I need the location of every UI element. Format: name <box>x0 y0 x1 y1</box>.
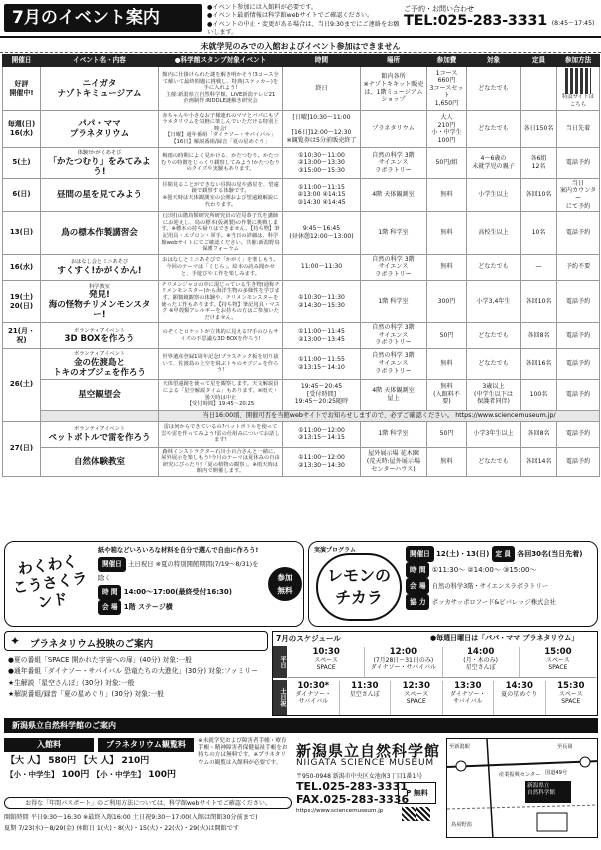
schedule-slot: 13:30 ダイナソー・ サバイバル <box>443 681 495 715</box>
event-fee: 大人 210円 小・中学生 100円 <box>427 111 467 148</box>
lemon-tag: 実演プログラム <box>314 547 356 554</box>
event-date: 5(土) <box>3 148 41 179</box>
event-name <box>41 212 159 255</box>
event-target: どなたでも <box>467 447 521 476</box>
event-target: 小学生以上 <box>467 178 521 211</box>
table-row <box>3 349 600 380</box>
table-row <box>3 254 600 280</box>
map-label: 産業振興センター <box>499 772 541 778</box>
weekend-band: 土日祝 <box>273 680 287 715</box>
fee-table: 【大 人】 580円 【大 人】 210円 【小・中学生】 100円 【小・中学生】 100円 <box>6 756 177 780</box>
event-method[interactable]: 電話予約 <box>557 148 600 179</box>
event-target: どなたでも <box>467 349 521 380</box>
parking-badge: P 無料 <box>398 782 436 804</box>
museum-name-en: NIIGATA SCIENCE MUSEUM <box>296 758 434 768</box>
event-target: どなたでも <box>467 254 521 280</box>
event-date: 16(水) <box>3 254 41 280</box>
event-name <box>41 67 159 111</box>
tel-number[interactable]: TEL:025-283-3331 (8:45〜17:45) <box>404 13 595 29</box>
schedule-slot: 15:30 スペース SPACE <box>557 681 585 706</box>
event-target: 高校生以上 <box>467 212 521 255</box>
event-method[interactable]: 電話予約 <box>557 447 600 476</box>
col-target: 対象 <box>467 55 521 67</box>
event-time: ①11:00〜12:00 ②13:15〜14:15 <box>283 421 361 447</box>
event-title: 3D BOXを作ろう <box>64 334 135 345</box>
table-row <box>3 280 600 323</box>
event-time: 19:45〜20:45 [受付時間] 19:45〜20:25随時 <box>283 379 361 410</box>
museum-name: 新潟県立自然科学館 <box>296 742 441 760</box>
event-capacity: 各回10名 <box>521 280 557 323</box>
event-fee: 無料 <box>427 447 467 476</box>
event-date: 6(日) <box>3 178 41 211</box>
event-place: 4階 天体観測室 屋上 <box>361 379 427 410</box>
table-row <box>3 212 600 255</box>
event-fee: 50円 <box>427 421 467 447</box>
event-title: 「かたつむり」をみてみよう! <box>48 156 151 177</box>
schedule-title: 7月のスケジュール <box>276 634 341 643</box>
museum-address: 〒950-0948 新潟市中央区女池南3丁目1番1号 <box>296 773 423 780</box>
schedule-note: ●毎週日曜日は「パパ・ママ プラネタリウム」 <box>430 634 579 642</box>
hours-info <box>4 812 444 834</box>
table-row <box>3 111 600 148</box>
weekday-band: 平日 <box>273 646 287 678</box>
fee-note: ※未就学児および障害者手帳・療育手帳・精神障害者保健福祉手帳をお持ちの方は無料です。※プラネタリウムの観覧は入館料が必要です。 <box>198 738 288 766</box>
event-method[interactable]: 予約不要 <box>557 254 600 280</box>
event-time: 11:00〜11:30 <box>283 254 361 280</box>
event-time: ①11:00〜12:00 ②13:30〜14:30 <box>283 447 361 476</box>
note: ●イベントの中止・変更がある場合は、当日9:30までにご連絡をお願いします。 <box>207 20 400 37</box>
pass-notice: お得な「年間パスポート」のご利用方法については、科学館webサイトでご確認ください。 <box>4 797 292 809</box>
event-time: 終日 <box>283 67 361 111</box>
museum-tel[interactable]: TEL.025-283-3331 FAX.025-283-3336 <box>296 780 410 806</box>
schedule-slot: 10:30 スペース SPACE <box>288 647 365 677</box>
event-fee: 無料 <box>427 254 467 280</box>
col-date: 開催日 <box>3 55 41 67</box>
event-method[interactable]: 電話予約 <box>557 349 600 380</box>
event-capacity: — <box>521 254 557 280</box>
event-target: 小学3年生以上 <box>467 421 521 447</box>
planetarium-title: プラネタリウム投映のご案内 <box>30 639 154 650</box>
event-target: 4〜6歳の 未就学児の親子 <box>467 148 521 179</box>
event-description: のぞくとロケットが立体的に見える!?手のひらサイズの不思議な3D BOXを作ろう! <box>159 323 283 349</box>
event-capacity: 各回8名 <box>521 421 557 447</box>
table-row <box>3 178 600 211</box>
event-tag: ボランティアイベント <box>74 426 125 433</box>
event-title: パパ・ママ プラネタリウム <box>69 119 130 140</box>
note: ●イベント参加には入館料が必要です。 <box>207 4 318 11</box>
event-target: 小学3,4年生 <box>467 280 521 323</box>
wakuwaku-info: 開催日 土日祝日 ※夏の特別開館期間(7/19〜8/31)を除く 時 間 14:00〜17:00(最終受付16:30) 会 場 1階 ステージ横 <box>98 557 263 615</box>
event-capacity: 各回16名 <box>521 349 557 380</box>
schedule-slot: 14:00 (月・木のみ) 星空さんぽ <box>443 647 520 677</box>
event-target: どなたでも <box>467 67 521 111</box>
admission-header: 入館料 <box>4 738 94 752</box>
event-method[interactable]: 特設サイトは こちら <box>557 67 600 111</box>
event-capacity: 各回10名 <box>521 178 557 211</box>
lemon-logo: レモンの チカラ <box>316 553 402 621</box>
event-target: どなたでも <box>467 111 521 148</box>
event-name <box>41 349 159 380</box>
event-place: 1階 科学室 <box>361 212 427 255</box>
event-date: 27(日) <box>3 421 41 476</box>
event-fee: 50円/組 <box>427 148 467 179</box>
event-table <box>2 54 600 477</box>
schedule-slot: 12:30 スペース SPACE <box>391 681 443 715</box>
event-target: 3歳以上 (中学生以下は 保護者同伴) <box>467 379 521 410</box>
program-item: ●夏の番組「SPACE 開かれた宇宙への扉」(40分) 対象:一般 <box>8 656 192 664</box>
header-notes <box>207 4 402 38</box>
map-museum-label: 新潟県立 自然科学館 <box>527 783 555 796</box>
event-method[interactable]: 電話予約 <box>557 212 600 255</box>
event-name <box>41 447 159 476</box>
event-place: 館内各所 ※ナゾトキキット販売は、1階ミュージアムショップ <box>361 67 427 111</box>
schedule-slot: 15:00 スペース SPACE <box>544 647 572 672</box>
map-label: 鳥屋野潟 <box>451 822 472 828</box>
event-name <box>41 148 159 179</box>
event-description: (公財)山階鳥類研究所研究員の岩見恭子氏を講師にお迎えし、鳥の標本(仮剥製)の作製に挑戦します。※標本の持ち帰りはできません。【持ち物】筆記用具・エプロン・軍手。※当日の詳細は、科学館webサイトにてご確認ください。共催:新潟野鳥保護フォーラム <box>159 212 283 255</box>
event-method[interactable]: 電話予約 <box>557 379 600 410</box>
event-time: [日曜]10:30〜11:00 [16日]12:00〜12:30 ※観覧券は5分前販売終了 <box>283 111 361 148</box>
event-method[interactable]: 電話予約 <box>557 280 600 323</box>
event-place: 自然の科学 3階 サイエンス ラボラトリー <box>361 148 427 179</box>
event-capacity: 各回8名 <box>521 323 557 349</box>
schedule-slot: 10:30* ダイナソー・ サバイバル <box>288 681 340 715</box>
wakuwaku-logo: わくわく こうさくランド <box>11 552 89 612</box>
col-fee: 参加費 <box>427 55 467 67</box>
event-title: 発見! 海の怪物チリメンモンスター! <box>48 290 151 321</box>
table-row <box>3 447 600 476</box>
event-description: 館内に仕掛けられた謎を解き明かそう!3コース全て解いて最終問題に挑戦し、特典(ステッカー)を手に入れよう! 主催:新潟県立自然科学館、LiVE新潟テレビ21 企画制作:RIDDLE謎解き研究会 <box>159 67 283 111</box>
planetarium-fee-header: プラネタリウム観覧料 <box>98 738 194 752</box>
event-fee: 300円 <box>427 280 467 323</box>
col-method: 参加方法 <box>557 55 600 67</box>
event-date: 好評 開催中! <box>3 67 41 111</box>
table-row <box>3 323 600 349</box>
schedule-slot: 11:30 星空さんぽ <box>340 681 392 715</box>
event-title: すくすく!かがくかん! <box>57 266 142 277</box>
event-fee: 1コース 660円 3コースセット 1,650円 <box>427 67 467 111</box>
event-fee: 無料 (入館料不要) <box>427 379 467 410</box>
weekday-schedule <box>288 647 596 678</box>
event-place: 自然の科学 3階 サイエンス ラボラトリー <box>361 323 427 349</box>
event-date: 13(日) <box>3 212 41 255</box>
program-item: ★生解説「星空さんぽ」(30分) 対象:一般 <box>8 678 135 687</box>
event-description: 森林インストラクター石川小百合さんと一緒に、屋外展示を楽しもう!今月のテーマは夏休みの自由研究にぴったり!「夏の植物の観察」。※雨天時は館内で開催します。 <box>159 447 283 476</box>
event-name <box>41 323 159 349</box>
event-title: 星空観望会 <box>78 389 121 400</box>
table-row <box>3 379 600 410</box>
event-title: ペットボトルで雷を作ろう <box>48 432 151 443</box>
event-capacity: 各6組 12名 <box>521 148 557 179</box>
event-method[interactable]: 当日先着 <box>557 111 600 148</box>
event-time: ①10:30〜11:00 ②13:00〜13:30 ③15:00〜15:30 <box>283 148 361 179</box>
event-title: 自然体験教室 <box>73 456 125 467</box>
event-description: 赤ちゃんや小さなお子様連れのママとパパにもプラネタリウムを気軽に楽しんでいただける特別上映会! 【日曜】通年番組「ダイナソー・サバイバル」 【16日】解説番組/録音「夏の星めぐり」 <box>159 111 283 148</box>
event-place: 自然の科学 3階 サイエンス ラボラトリー <box>361 349 427 380</box>
event-description: 天体望遠鏡を使って星を観察します。天文解説員による「星空解説タイム」もあります。※雨天・曇天時は中止 【受付時間】19:45〜20:25 <box>159 379 283 410</box>
museum-url[interactable]: https://www.sciencemuseum.jp <box>296 808 384 814</box>
event-name <box>41 280 159 323</box>
event-description: 世界遺産登録1周年記念!プラスチック板を切り抜いて、佐渡島の上空を飛ぶトキのオブジェを作ろう! <box>159 349 283 380</box>
event-title: 昼間の星を見てみよう <box>56 189 142 200</box>
planetarium-programs <box>8 655 270 701</box>
event-tag: 科学教室 <box>89 283 110 290</box>
event-place: 屋外展示場 花木園 (荒天時:屋外展示場 センターハウス) <box>361 447 427 476</box>
col-name: イベント名・内容 <box>41 55 159 67</box>
event-fee: 50円 <box>427 323 467 349</box>
event-fee: 無料 <box>427 349 467 380</box>
map-label: 至新潟駅 <box>449 744 470 750</box>
map-label: 至長岡 <box>557 744 573 750</box>
notice-banner: 未就学児のみでの入館およびイベント参加はできません <box>0 40 601 53</box>
lemon-info: 開催日 12(土)・13(日) 定 員 各回30名(当日先着) 時 間 ①11:30〜 ②14:00〜 ③15:00〜 会 場 自然の科学3階・サイエンスラボラトリー 協 力 ポッカサッポロフード&ビバレッジ株式会社 <box>406 546 596 610</box>
hours-line: 開館時間 平日9:30〜16:30 ※最終入館16:00 土日祝9:30〜17:00(入館は閉館30分前まで) <box>4 814 258 821</box>
event-description: 昼間見ることができない昼間の星や惑星を、望遠鏡で観察する体験です。 ※曇天時は天体観測室の公開および望遠鏡解説に代わります。 <box>159 178 283 211</box>
event-target: どなたでも <box>467 323 521 349</box>
event-method[interactable]: 当日 案内カウンター にて予約 <box>557 178 600 211</box>
event-date: 19(土) 20(日) <box>3 280 41 323</box>
qr-code-icon[interactable] <box>565 68 591 94</box>
table-header <box>3 55 600 67</box>
program-item: ★解説番組/録音「夏の星めぐり」(30分) 対象:一般 <box>8 690 164 699</box>
table-row <box>3 148 600 179</box>
free-badge: 参加 無料 <box>268 567 302 601</box>
event-capacity: 10名 <box>521 212 557 255</box>
event-place: プラネタリウム <box>361 111 427 148</box>
program-item: ●通年番組「ダイナソー・サバイバル 恐竜たちの大進化」(30分) 対象:ファミリー <box>8 667 258 676</box>
event-tag: 体験!かがくあそび <box>77 150 122 157</box>
telescope-icon: ✦ <box>10 634 21 648</box>
event-method[interactable]: 電話予約 <box>557 421 600 447</box>
event-title: 鳥の標本作製講習会 <box>61 227 138 238</box>
table-footnote-row <box>3 410 600 421</box>
museum-info-bar: 新潟県立自然科学館のご案内 <box>4 718 598 733</box>
event-capacity: 100名 <box>521 379 557 410</box>
event-place: 1階 科学室 <box>361 421 427 447</box>
event-time: ①10:30〜11:30 ②14:30〜15:30 <box>283 280 361 323</box>
page-title: 7月のイベント案内 <box>4 4 202 32</box>
summer-line: 夏期 7/23(水)〜8/29(金) 休館日 1(火)・8(火)・15(火)・22(火)・29(火)は開館です <box>4 825 240 832</box>
weekend-schedule <box>288 681 596 715</box>
event-time: ①11:00〜11:45 ②13:00〜13:45 <box>283 323 361 349</box>
event-time: 9:45〜16:45 (昼休憩12:00〜13:00) <box>283 212 361 255</box>
event-title: ニイガタ ナゾトキミュージアム <box>57 78 142 99</box>
event-capacity: 各回14名 <box>521 447 557 476</box>
col-place: 場所 <box>361 55 427 67</box>
event-description: 雷は何からできているの?ペットボトルを使って雲や雷を作ってみよう!雷の仕組みについてお話します! <box>159 421 283 447</box>
access-map <box>446 738 598 838</box>
col-time: 時間 <box>283 55 361 67</box>
event-capacity: 各日150名 <box>521 111 557 148</box>
event-date: 26(土) <box>3 349 41 422</box>
col-capacity: 定員 <box>521 55 557 67</box>
event-description: チリメンジャコの中に混じっている生き物(通称チリメンモンスター)から海洋生物の多様性を学びます。顕微鏡観察の体験や、チリメンモンスターを使った工作もあります。【持ち物】筆記用具・マスク ※甲殻類アレルギーをお持ちの方はご参加いただけません。 <box>159 280 283 323</box>
schedule-slot: 12:00 (7月28日〜31日のみ) ダイナソー・サバイバル <box>365 647 442 677</box>
event-fee: 無料 <box>427 212 467 255</box>
event-date: 21(月・祝) <box>3 323 41 349</box>
event-place: 4階 天体観測室 <box>361 178 427 211</box>
footnote: 当日16:00頃、開催可否を当館webサイトでお知らせしますので、必ずご確認ください。 https://www.sciencemuseum.jp/ <box>159 410 600 421</box>
event-name <box>41 421 159 447</box>
event-place: 1階 科学室 <box>361 280 427 323</box>
col-stamp: ●科学館スタンプ対象イベント <box>159 55 283 67</box>
event-name <box>41 254 159 280</box>
event-name <box>41 379 159 410</box>
event-time: ①11:00〜11:55 ②13:15〜14:10 <box>283 349 361 380</box>
event-description: おはなしとミニあそびで「かがく」を楽しもう。今回のテーマは「くじら」。絵本の読み聞かせと、手遊びや工作を楽しみます。 <box>159 254 283 280</box>
event-tag: おはなし会とミニあそび <box>70 259 129 266</box>
event-name <box>41 111 159 148</box>
event-title: 金の佐渡島と トキのオブジェを作ろう <box>53 357 146 378</box>
event-tag: ボランティアイベント <box>74 351 125 358</box>
schedule-slot: 14:30 夏の星めぐり <box>494 681 546 715</box>
event-place: 自然の科学 3階 サイエンス ラボラトリー <box>361 254 427 280</box>
event-fee: 無料 <box>427 178 467 211</box>
event-method[interactable]: 電話予約 <box>557 323 600 349</box>
event-date: 毎週(日) 16(水) <box>3 111 41 148</box>
map-label: 国道49号 <box>545 770 568 776</box>
tel-label: ご予約・お問い合わせ <box>404 5 474 13</box>
event-tag: ボランティアイベント <box>74 327 125 334</box>
event-name <box>41 178 159 211</box>
event-description: 梅雨の時期によく見かける、かたつむり。かたつむりの特徴をじっくり観察してみよう!かたつむりのクイズや実験もあります。 <box>159 148 283 179</box>
event-capacity <box>521 67 557 111</box>
event-time: ①11:00〜11:15 ②13:00 ④14:15 ③14:30 ④14:45 <box>283 178 361 211</box>
wakuwaku-lead: 紙や箱などいろいろな材料を自分で選んで自由に作ろう! <box>98 547 259 554</box>
table-row <box>3 67 600 111</box>
note: ●イベント最新情報は科学館webサイトでご確認ください。 <box>207 12 374 20</box>
table-row <box>3 421 600 447</box>
